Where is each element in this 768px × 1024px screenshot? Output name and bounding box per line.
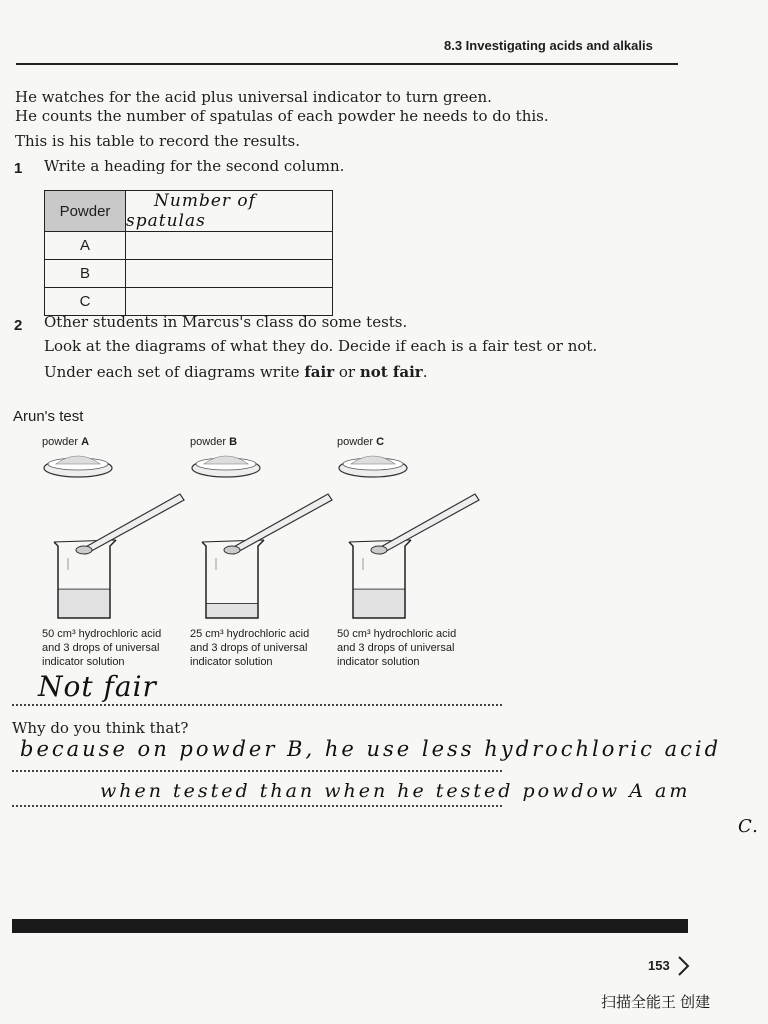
table-row-a: A [45,232,126,260]
beaker-caption: 50 cm³ hydrochloric acid and 3 drops of universal indicator solution [337,628,457,668]
answer-line [12,704,502,706]
powder-label: powder A [42,436,90,448]
beaker-diagram [42,450,192,625]
table-header-powder: Powder [45,191,126,232]
intro-line-2: He counts the number of spatulas of each powder he needs to do this. [15,107,549,125]
table-cell-empty[interactable] [126,288,333,316]
reason-line-1[interactable]: because on powder B, he use less hydrochloric acid [20,737,722,761]
intro-line-1: He watches for the acid plus universal indicator to turn green. [15,88,492,106]
powder-label: powder B [190,436,238,448]
table-cell-empty[interactable] [126,260,333,288]
q1-text: Write a heading for the second column. [44,157,345,175]
table-row-c: C [45,288,126,316]
q1-number: 1 [14,160,23,177]
page-number: 153 [648,958,670,973]
footer-bar [12,919,688,933]
answer-handwritten[interactable]: Not fair [38,670,157,703]
reason-dotted-line-2 [12,805,502,807]
beaker-diagram [190,450,340,625]
table-cell-empty[interactable] [126,232,333,260]
why-question: Why do you think that? [12,719,189,737]
reason-line-2[interactable]: when tested than when he tested powdow A am [100,780,691,802]
q2-line-1: Other students in Marcus's class do some tests. [44,313,408,331]
beaker-diagram [337,450,487,625]
beaker-caption: 25 cm³ hydrochloric acid and 3 drops of universal indicator solution [190,628,310,668]
chevron-right-icon[interactable] [677,955,691,977]
table-row-b: B [45,260,126,288]
scanner-watermark: 扫描全能王 创建 [601,994,711,1011]
beaker-caption: 50 cm³ hydrochloric acid and 3 drops of universal indicator solution [42,628,162,668]
q2-number: 2 [14,317,23,334]
q2-line-2: Look at the diagrams of what they do. Decide if each is a fair test or not. [44,337,598,355]
arun-title: Arun's test [13,408,84,425]
results-table [44,190,333,316]
table-header-handwritten[interactable]: Number of spatulas [126,191,333,232]
header-rule [16,63,678,65]
section-header: 8.3 Investigating acids and alkalis [444,38,653,53]
powder-label: powder C [337,436,385,448]
reason-line-3[interactable]: C. [738,816,759,837]
intro-line-3: This is his table to record the results. [15,132,301,150]
reason-dotted-line-1 [12,770,502,772]
q2-line-3: Under each set of diagrams write fair or not fair. [44,363,428,381]
